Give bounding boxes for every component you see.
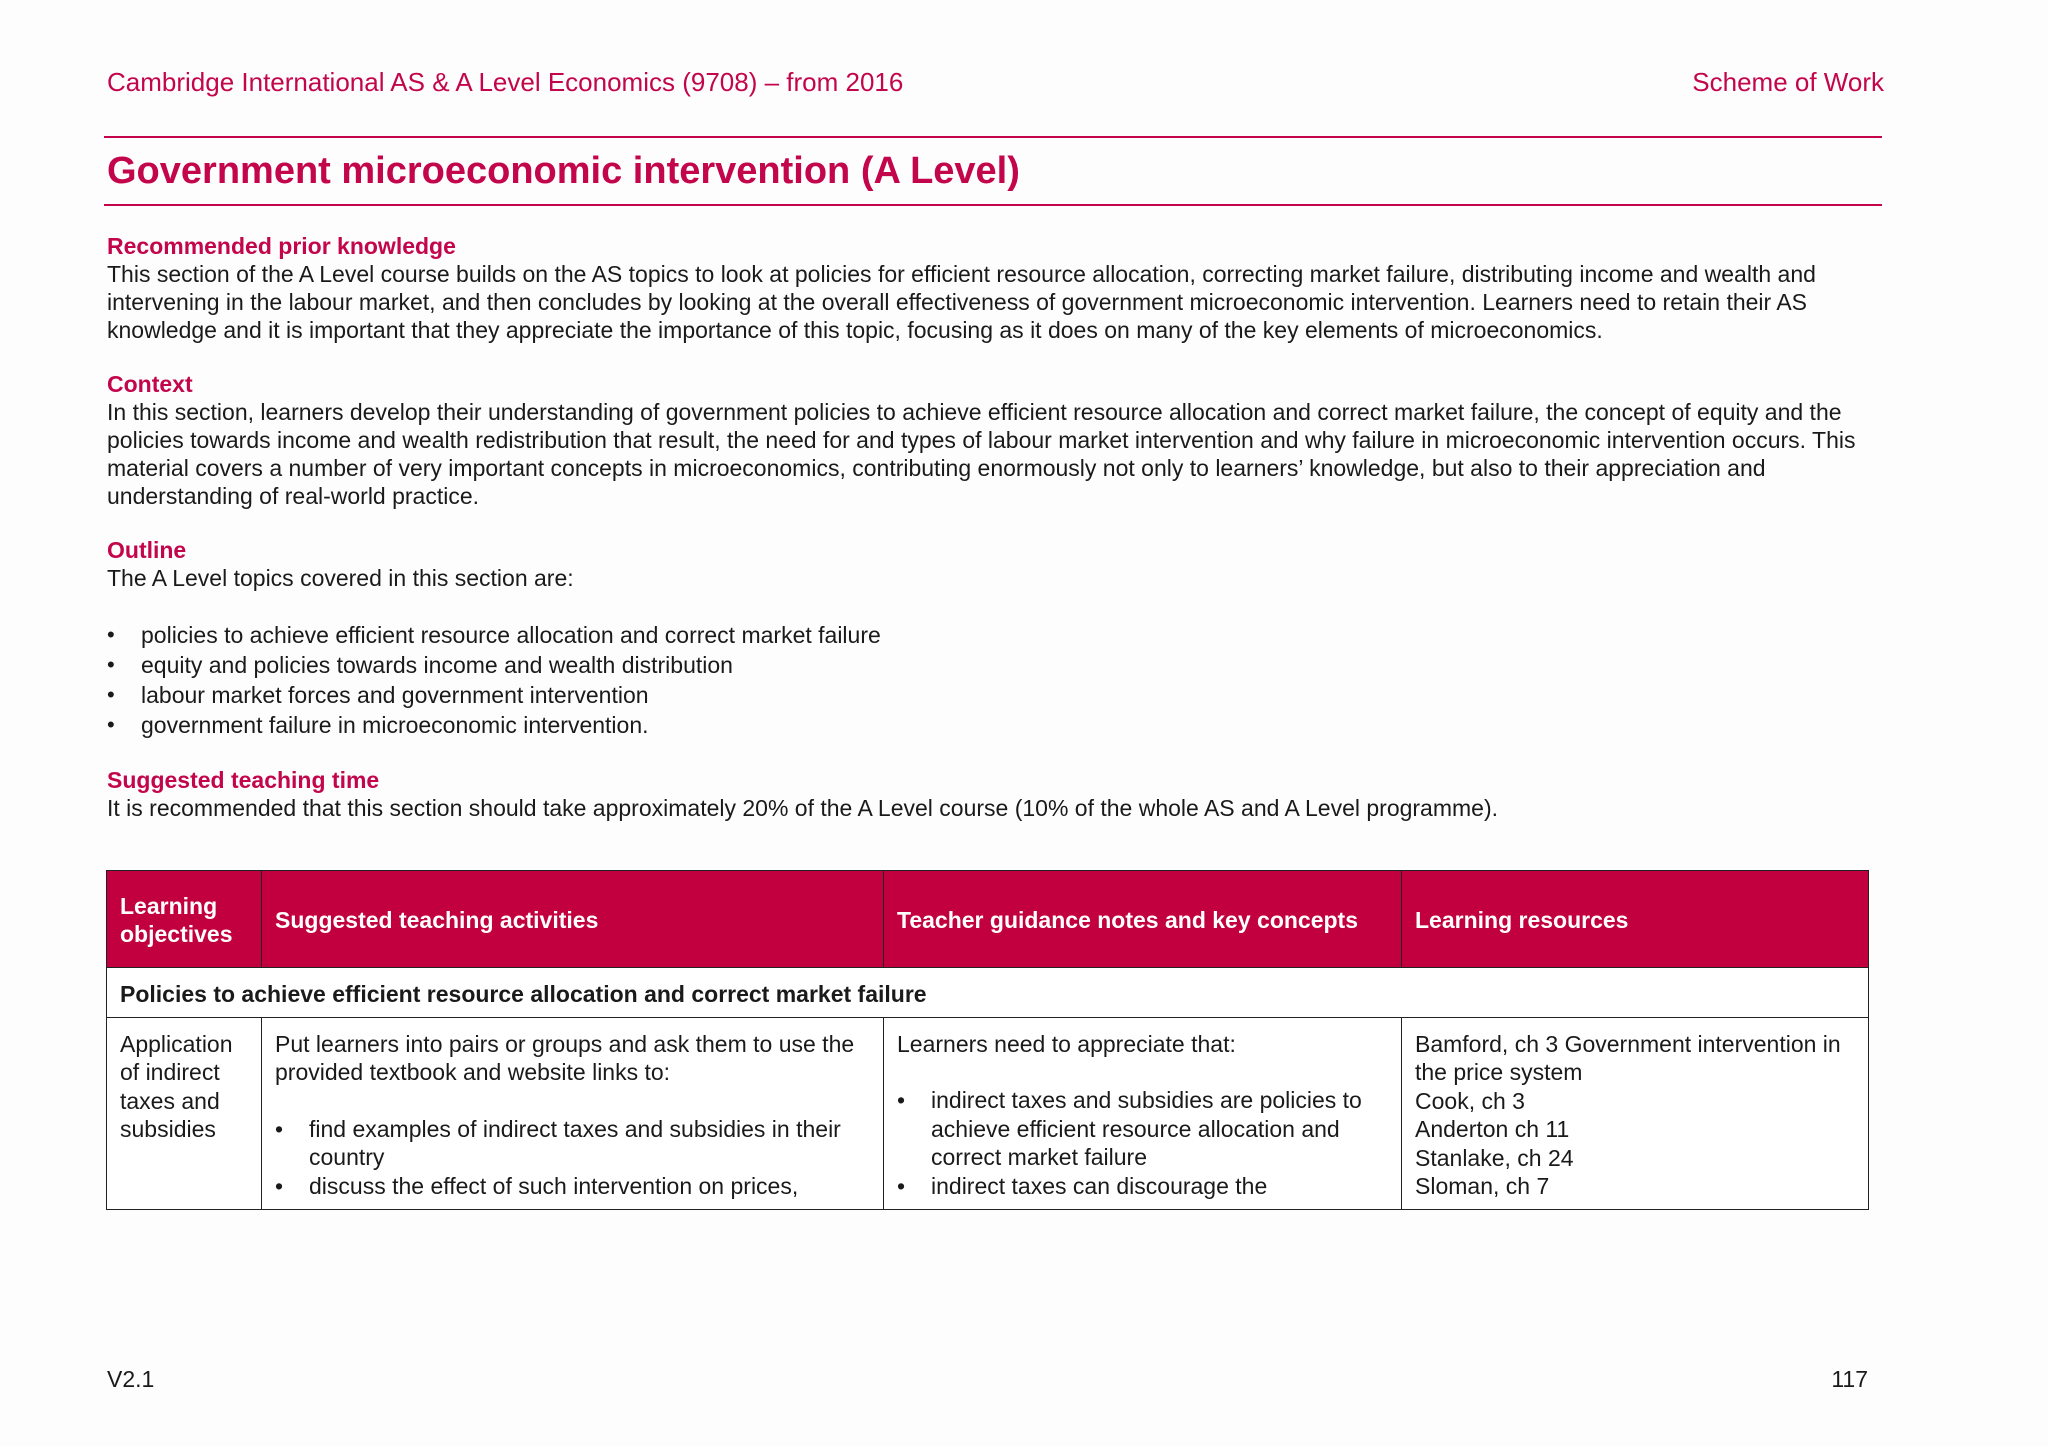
list-item: • indirect taxes can discourage the	[897, 1172, 1388, 1201]
table-row	[107, 1017, 1869, 1209]
page-number: 117	[1831, 1366, 1868, 1392]
list-item: • labour market forces and government intervention	[107, 680, 1887, 710]
resource-item: Sloman, ch 7	[1415, 1173, 1550, 1199]
resource-item: Bamford, ch 3 Government intervention in the price system	[1415, 1030, 1841, 1085]
list-item: • government failure in microeconomic intervention.	[107, 710, 1887, 740]
learning-resources-cell	[1402, 1017, 1869, 1209]
topic-band-label: Policies to achieve efficient resource allocation and correct market failure	[107, 968, 1869, 1018]
column-header-guidance-notes: Teacher guidance notes and key concepts	[884, 871, 1402, 968]
outline-intro: The A Level topics covered in this section are:	[107, 565, 574, 591]
prior-knowledge-text: This section of the A Level course builds on the AS topics to look at policies for efficient resource allocation, correcting market failure, distributing income and wealth and intervening in the labour market, and then concludes by looking at the overall effectiveness of government microeconomic intervention. Learners need to retain their AS knowledge and it is important that they appreciate the importance of this topic, focusing as it does on many of the key elements of microeconomics.	[107, 261, 1816, 343]
list-item: • find examples of indirect taxes and subsidies in their country	[275, 1115, 870, 1172]
teaching-activities-cell	[262, 1017, 884, 1209]
teaching-time-section	[107, 766, 1887, 822]
outline-list	[107, 620, 1887, 740]
header-divider	[104, 136, 1882, 138]
scheme-of-work-table	[106, 870, 1869, 1210]
content-body	[107, 232, 1887, 848]
teaching-time-heading: Suggested teaching time	[107, 767, 380, 793]
outline-section	[107, 536, 1887, 740]
learning-objective-cell: Application of indirect taxes and subsidies	[107, 1017, 262, 1209]
table-band-row	[107, 968, 1869, 1018]
prior-knowledge-section	[107, 232, 1887, 344]
title-divider	[104, 204, 1882, 206]
table-header-row	[107, 871, 1869, 968]
activities-list	[275, 1115, 870, 1201]
column-header-learning-objectives: Learning objectives	[107, 871, 262, 968]
list-item: • discuss the effect of such intervention on prices,	[275, 1172, 870, 1201]
context-heading: Context	[107, 371, 193, 397]
document-header-title: Cambridge International AS & A Level Economics (9708) – from 2016	[107, 67, 904, 97]
context-text: In this section, learners develop their understanding of government policies to achieve efficient resource allocation and correct market failure, the concept of equity and the policies towards income and wealth redistribution that result, the need for and types of labour market intervention and why failure in microeconomic intervention occurs. This material covers a number of very important concepts in microeconomics, contributing enormously not only to learners’ knowledge, but also to their appreciation and understanding of real-world practice.	[107, 399, 1856, 509]
context-section	[107, 370, 1887, 510]
resource-item: Anderton ch 11	[1415, 1116, 1570, 1142]
document-header-type: Scheme of Work	[1692, 67, 1884, 97]
resource-item: Cook, ch 3	[1415, 1087, 1525, 1114]
version-label: V2.1	[107, 1366, 155, 1392]
page-title: Government microeconomic intervention (A Level)	[107, 150, 1020, 192]
column-header-learning-resources: Learning resources	[1402, 871, 1869, 968]
resource-item: Stanlake, ch 24	[1415, 1144, 1574, 1171]
list-item: • equity and policies towards income and wealth distribution	[107, 650, 1887, 680]
prior-knowledge-heading: Recommended prior knowledge	[107, 233, 456, 259]
column-header-teaching-activities: Suggested teaching activities	[262, 871, 884, 968]
guidance-notes-cell	[884, 1017, 1402, 1209]
list-item: • indirect taxes and subsidies are policies to achieve efficient resource allocation and correct market failure	[897, 1086, 1388, 1172]
teaching-time-text: It is recommended that this section should take approximately 20% of the A Level course (10% of the whole AS and A Level programme).	[107, 795, 1499, 821]
outline-heading: Outline	[107, 537, 187, 563]
guidance-list	[897, 1086, 1388, 1200]
activities-intro: Put learners into pairs or groups and ask them to use the provided textbook and website links to:	[275, 1030, 855, 1085]
guidance-intro: Learners need to appreciate that:	[897, 1030, 1236, 1057]
list-item: • policies to achieve efficient resource allocation and correct market failure	[107, 620, 1887, 650]
